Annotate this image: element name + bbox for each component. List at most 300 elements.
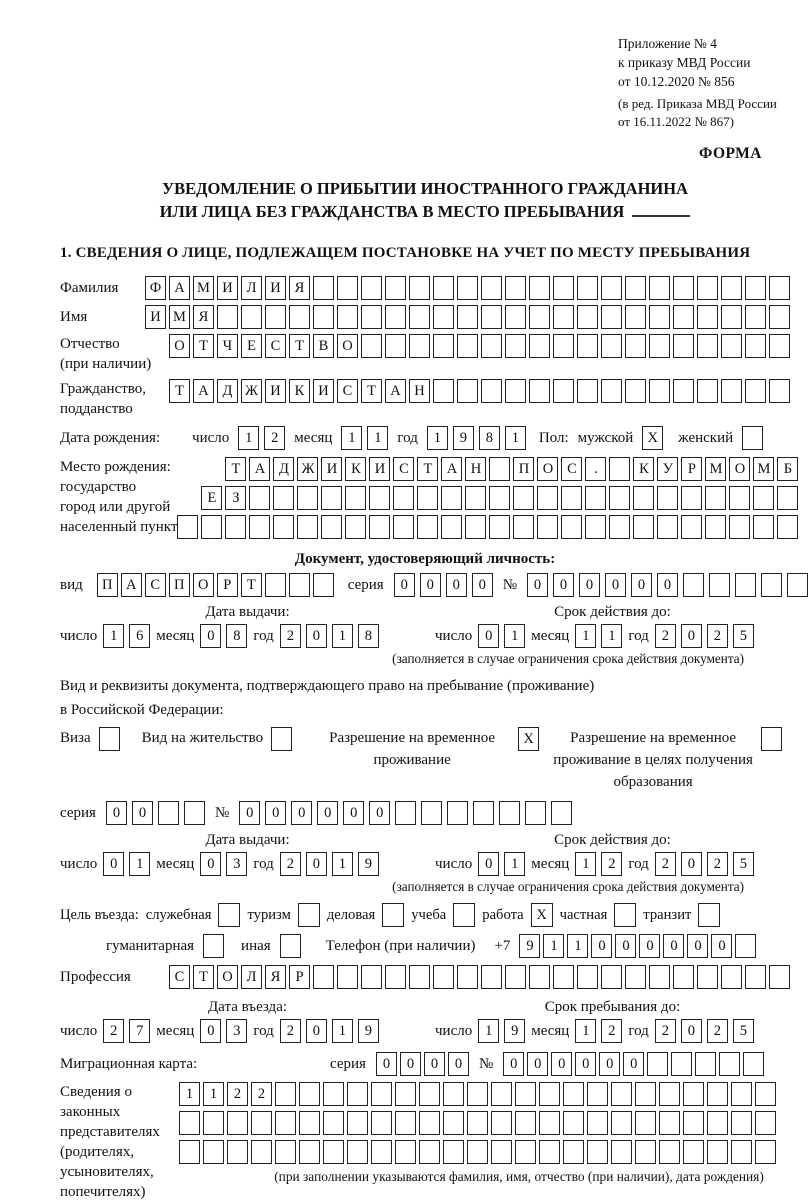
char-box[interactable] [553, 379, 574, 403]
char-box[interactable]: 0 [106, 801, 127, 825]
char-box[interactable]: 0 [599, 1052, 620, 1076]
char-box[interactable] [755, 1082, 776, 1106]
char-box[interactable] [201, 515, 222, 539]
char-box[interactable]: Ф [145, 276, 166, 300]
char-box[interactable] [489, 457, 510, 481]
char-box[interactable] [433, 334, 454, 358]
char-box[interactable] [561, 486, 582, 510]
char-box[interactable] [505, 334, 526, 358]
char-box[interactable] [625, 965, 646, 989]
char-box[interactable] [465, 515, 486, 539]
char-box[interactable] [345, 515, 366, 539]
char-box[interactable]: 2 [601, 1019, 622, 1043]
char-box[interactable]: О [217, 965, 238, 989]
char-box[interactable] [385, 965, 406, 989]
char-box[interactable] [721, 334, 742, 358]
char-box[interactable]: 2 [655, 624, 676, 648]
char-box[interactable]: М [705, 457, 726, 481]
char-box[interactable] [657, 515, 678, 539]
char-box[interactable] [491, 1111, 512, 1135]
char-box[interactable] [673, 305, 694, 329]
char-box[interactable] [481, 965, 502, 989]
char-box[interactable] [158, 801, 179, 825]
char-box[interactable] [742, 426, 763, 450]
char-box[interactable] [505, 379, 526, 403]
char-box[interactable]: Д [217, 379, 238, 403]
char-box[interactable] [249, 486, 270, 510]
char-box[interactable] [225, 515, 246, 539]
char-box[interactable] [347, 1111, 368, 1135]
char-box[interactable] [441, 515, 462, 539]
char-box[interactable]: 0 [527, 1052, 548, 1076]
char-box[interactable] [299, 1082, 320, 1106]
char-box[interactable]: М [753, 457, 774, 481]
char-box[interactable] [721, 965, 742, 989]
char-box[interactable] [433, 276, 454, 300]
char-box[interactable]: 1 [505, 426, 526, 450]
char-box[interactable] [587, 1082, 608, 1106]
char-box[interactable] [337, 276, 358, 300]
char-box[interactable] [289, 305, 310, 329]
char-box[interactable]: 0 [306, 852, 327, 876]
char-box[interactable] [371, 1140, 392, 1164]
char-box[interactable]: Т [289, 334, 310, 358]
char-box[interactable]: 1 [504, 852, 525, 876]
char-box[interactable] [347, 1140, 368, 1164]
char-box[interactable] [298, 903, 320, 927]
char-box[interactable] [203, 1111, 224, 1135]
char-box[interactable]: Т [193, 334, 214, 358]
char-box[interactable] [395, 801, 416, 825]
char-box[interactable] [553, 276, 574, 300]
char-box[interactable] [673, 965, 694, 989]
char-box[interactable] [753, 486, 774, 510]
char-box[interactable] [393, 515, 414, 539]
char-box[interactable]: И [313, 379, 334, 403]
char-box[interactable] [537, 486, 558, 510]
char-box[interactable] [673, 379, 694, 403]
char-box[interactable] [313, 573, 334, 597]
char-box[interactable]: 1 [543, 934, 564, 958]
char-box[interactable]: 2 [655, 852, 676, 876]
char-box[interactable]: 2 [601, 852, 622, 876]
char-box[interactable] [697, 965, 718, 989]
char-box[interactable] [473, 801, 494, 825]
char-box[interactable] [251, 1140, 272, 1164]
char-box[interactable]: 0 [503, 1052, 524, 1076]
char-box[interactable]: 1 [179, 1082, 200, 1106]
char-box[interactable] [647, 1052, 668, 1076]
char-box[interactable]: 0 [478, 624, 499, 648]
char-box[interactable] [671, 1052, 692, 1076]
char-box[interactable]: 2 [707, 852, 728, 876]
char-box[interactable]: У [657, 457, 678, 481]
char-box[interactable] [323, 1082, 344, 1106]
char-box[interactable]: 0 [605, 573, 626, 597]
char-box[interactable]: 0 [420, 573, 441, 597]
char-box[interactable] [297, 515, 318, 539]
char-box[interactable] [707, 1082, 728, 1106]
char-box[interactable]: В [313, 334, 334, 358]
char-box[interactable]: 0 [103, 852, 124, 876]
char-box[interactable]: 0 [265, 801, 286, 825]
char-box[interactable]: 1 [341, 426, 362, 450]
char-box[interactable]: 0 [623, 1052, 644, 1076]
char-box[interactable]: Б [777, 457, 798, 481]
char-box[interactable]: 1 [332, 852, 353, 876]
char-box[interactable] [409, 305, 430, 329]
char-box[interactable] [553, 334, 574, 358]
char-box[interactable] [371, 1111, 392, 1135]
char-box[interactable]: Л [241, 276, 262, 300]
char-box[interactable] [609, 457, 630, 481]
char-box[interactable] [745, 334, 766, 358]
char-box[interactable]: Е [241, 334, 262, 358]
char-box[interactable] [729, 486, 750, 510]
char-box[interactable]: А [193, 379, 214, 403]
char-box[interactable] [273, 515, 294, 539]
char-box[interactable] [184, 801, 205, 825]
char-box[interactable]: 0 [343, 801, 364, 825]
char-box[interactable] [683, 1082, 704, 1106]
char-box[interactable] [203, 1140, 224, 1164]
char-box[interactable] [443, 1082, 464, 1106]
char-box[interactable]: 8 [226, 624, 247, 648]
char-box[interactable]: 0 [631, 573, 652, 597]
char-box[interactable] [787, 573, 808, 597]
char-box[interactable] [539, 1082, 560, 1106]
char-box[interactable] [635, 1140, 656, 1164]
char-box[interactable] [419, 1111, 440, 1135]
char-box[interactable] [635, 1111, 656, 1135]
char-box[interactable] [659, 1140, 680, 1164]
char-box[interactable]: Я [289, 276, 310, 300]
char-box[interactable] [453, 903, 475, 927]
char-box[interactable]: И [217, 276, 238, 300]
char-box[interactable] [539, 1111, 560, 1135]
char-box[interactable] [443, 1111, 464, 1135]
char-box[interactable]: Ж [241, 379, 262, 403]
char-box[interactable] [611, 1111, 632, 1135]
char-box[interactable]: 0 [424, 1052, 445, 1076]
char-box[interactable] [769, 305, 790, 329]
char-box[interactable]: О [337, 334, 358, 358]
char-box[interactable] [361, 965, 382, 989]
char-box[interactable] [551, 801, 572, 825]
char-box[interactable] [745, 305, 766, 329]
char-box[interactable] [481, 379, 502, 403]
char-box[interactable]: 1 [129, 852, 150, 876]
char-box[interactable] [529, 305, 550, 329]
char-box[interactable]: 9 [519, 934, 540, 958]
char-box[interactable] [735, 934, 756, 958]
char-box[interactable]: 0 [369, 801, 390, 825]
char-box[interactable]: К [633, 457, 654, 481]
char-box[interactable] [275, 1140, 296, 1164]
char-box[interactable]: 1 [567, 934, 588, 958]
char-box[interactable] [505, 305, 526, 329]
char-box[interactable] [513, 486, 534, 510]
char-box[interactable]: М [193, 276, 214, 300]
char-box[interactable] [587, 1140, 608, 1164]
char-box[interactable]: 0 [591, 934, 612, 958]
char-box[interactable]: 0 [575, 1052, 596, 1076]
char-box[interactable] [611, 1082, 632, 1106]
char-box[interactable] [409, 334, 430, 358]
char-box[interactable] [313, 276, 334, 300]
char-box[interactable]: 0 [376, 1052, 397, 1076]
char-box[interactable]: 2 [103, 1019, 124, 1043]
char-box[interactable] [481, 334, 502, 358]
char-box[interactable] [601, 334, 622, 358]
char-box[interactable]: 1 [504, 624, 525, 648]
char-box[interactable]: 0 [687, 934, 708, 958]
char-box[interactable]: Р [289, 965, 310, 989]
char-box[interactable]: О [169, 334, 190, 358]
char-box[interactable] [761, 727, 782, 751]
char-box[interactable]: 2 [280, 624, 301, 648]
char-box[interactable] [609, 515, 630, 539]
char-box[interactable] [705, 515, 726, 539]
char-box[interactable]: С [561, 457, 582, 481]
char-box[interactable]: 5 [733, 852, 754, 876]
char-box[interactable]: 1 [575, 1019, 596, 1043]
char-box[interactable]: 2 [655, 1019, 676, 1043]
char-box[interactable]: Р [217, 573, 238, 597]
char-box[interactable] [441, 486, 462, 510]
char-box[interactable]: 0 [446, 573, 467, 597]
char-box[interactable] [585, 515, 606, 539]
char-box[interactable] [625, 276, 646, 300]
char-box[interactable] [345, 486, 366, 510]
char-box[interactable]: 0 [615, 934, 636, 958]
char-box[interactable] [745, 965, 766, 989]
char-box[interactable] [457, 276, 478, 300]
char-box[interactable] [433, 305, 454, 329]
char-box[interactable]: А [121, 573, 142, 597]
char-box[interactable] [777, 486, 798, 510]
char-box[interactable] [697, 334, 718, 358]
char-box[interactable]: Т [417, 457, 438, 481]
char-box[interactable] [683, 1111, 704, 1135]
char-box[interactable] [395, 1082, 416, 1106]
char-box[interactable] [227, 1140, 248, 1164]
char-box[interactable] [561, 515, 582, 539]
char-box[interactable] [697, 379, 718, 403]
char-box[interactable]: Т [241, 573, 262, 597]
char-box[interactable]: И [145, 305, 166, 329]
char-box[interactable]: А [169, 276, 190, 300]
char-box[interactable] [731, 1111, 752, 1135]
char-box[interactable] [421, 801, 442, 825]
char-box[interactable] [695, 1052, 716, 1076]
char-box[interactable]: 0 [132, 801, 153, 825]
char-box[interactable] [577, 276, 598, 300]
char-box[interactable] [265, 305, 286, 329]
char-box[interactable]: 0 [317, 801, 338, 825]
char-box[interactable] [587, 1111, 608, 1135]
char-box[interactable] [635, 1082, 656, 1106]
char-box[interactable]: 0 [448, 1052, 469, 1076]
char-box[interactable] [251, 1111, 272, 1135]
char-box[interactable] [457, 965, 478, 989]
char-box[interactable] [491, 1082, 512, 1106]
char-box[interactable]: Т [169, 379, 190, 403]
char-box[interactable]: 1 [367, 426, 388, 450]
char-box[interactable]: Д [273, 457, 294, 481]
char-box[interactable] [601, 305, 622, 329]
char-box[interactable]: 0 [711, 934, 732, 958]
char-box[interactable] [249, 515, 270, 539]
char-box[interactable]: 0 [200, 852, 221, 876]
char-box[interactable]: 0 [527, 573, 548, 597]
char-box[interactable] [731, 1082, 752, 1106]
char-box[interactable] [525, 801, 546, 825]
char-box[interactable]: И [265, 379, 286, 403]
char-box[interactable] [273, 486, 294, 510]
char-box[interactable] [683, 1140, 704, 1164]
char-box[interactable]: 0 [306, 624, 327, 648]
char-box[interactable] [419, 1140, 440, 1164]
char-box[interactable] [347, 1082, 368, 1106]
char-box[interactable]: 1 [575, 624, 596, 648]
char-box[interactable] [481, 305, 502, 329]
char-box[interactable]: 5 [733, 624, 754, 648]
char-box[interactable] [203, 934, 224, 958]
char-box[interactable]: 0 [394, 573, 415, 597]
char-box[interactable] [227, 1111, 248, 1135]
char-box[interactable] [745, 276, 766, 300]
char-box[interactable]: 0 [291, 801, 312, 825]
char-box[interactable] [321, 515, 342, 539]
char-box[interactable] [611, 1140, 632, 1164]
char-box[interactable] [417, 486, 438, 510]
char-box[interactable] [601, 276, 622, 300]
char-box[interactable] [681, 486, 702, 510]
char-box[interactable] [409, 965, 430, 989]
char-box[interactable] [697, 276, 718, 300]
char-box[interactable] [649, 965, 670, 989]
char-box[interactable] [659, 1111, 680, 1135]
char-box[interactable]: 0 [553, 573, 574, 597]
char-box[interactable] [673, 276, 694, 300]
char-box[interactable] [649, 379, 670, 403]
char-box[interactable] [505, 965, 526, 989]
char-box[interactable]: Я [265, 965, 286, 989]
char-box[interactable]: А [249, 457, 270, 481]
char-box[interactable]: 2 [707, 624, 728, 648]
char-box[interactable] [489, 515, 510, 539]
char-box[interactable] [513, 515, 534, 539]
char-box[interactable] [705, 486, 726, 510]
char-box[interactable] [241, 305, 262, 329]
char-box[interactable] [731, 1140, 752, 1164]
char-box[interactable]: С [265, 334, 286, 358]
char-box[interactable] [697, 305, 718, 329]
char-box[interactable]: Е [201, 486, 222, 510]
char-box[interactable]: 2 [280, 852, 301, 876]
char-box[interactable]: 0 [472, 573, 493, 597]
char-box[interactable] [457, 334, 478, 358]
char-box[interactable]: 6 [129, 624, 150, 648]
char-box[interactable]: 1 [103, 624, 124, 648]
char-box[interactable] [755, 1140, 776, 1164]
char-box[interactable] [385, 276, 406, 300]
char-box[interactable]: 1 [575, 852, 596, 876]
char-box[interactable] [499, 801, 520, 825]
char-box[interactable]: И [265, 276, 286, 300]
char-box[interactable]: К [345, 457, 366, 481]
char-box[interactable] [465, 486, 486, 510]
char-box[interactable]: 9 [358, 852, 379, 876]
char-box[interactable] [361, 276, 382, 300]
char-box[interactable] [361, 334, 382, 358]
char-box[interactable]: Ж [297, 457, 318, 481]
char-box[interactable]: Т [361, 379, 382, 403]
char-box[interactable]: 0 [663, 934, 684, 958]
char-box[interactable] [369, 515, 390, 539]
char-box[interactable] [313, 305, 334, 329]
char-box[interactable]: Ч [217, 334, 238, 358]
char-box[interactable]: 9 [358, 1019, 379, 1043]
char-box[interactable] [177, 515, 198, 539]
char-box[interactable] [491, 1140, 512, 1164]
char-box[interactable] [698, 903, 720, 927]
char-box[interactable] [577, 334, 598, 358]
char-box[interactable]: 2 [280, 1019, 301, 1043]
char-box[interactable] [275, 1111, 296, 1135]
char-box[interactable] [673, 334, 694, 358]
char-box[interactable] [529, 334, 550, 358]
char-box[interactable] [659, 1082, 680, 1106]
char-box[interactable] [467, 1140, 488, 1164]
char-box[interactable] [721, 379, 742, 403]
char-box[interactable] [457, 305, 478, 329]
char-box[interactable] [489, 486, 510, 510]
char-box[interactable]: И [321, 457, 342, 481]
char-box[interactable] [385, 334, 406, 358]
char-box[interactable] [683, 573, 704, 597]
char-box[interactable] [515, 1111, 536, 1135]
char-box[interactable]: П [513, 457, 534, 481]
char-box[interactable] [361, 305, 382, 329]
char-box[interactable]: 0 [579, 573, 600, 597]
char-box[interactable] [729, 515, 750, 539]
char-box[interactable]: 7 [129, 1019, 150, 1043]
char-box[interactable] [563, 1111, 584, 1135]
char-box[interactable]: С [393, 457, 414, 481]
char-box[interactable] [467, 1111, 488, 1135]
char-box[interactable] [217, 305, 238, 329]
char-box[interactable] [735, 573, 756, 597]
char-box[interactable]: X [531, 903, 553, 927]
char-box[interactable] [275, 1082, 296, 1106]
char-box[interactable] [761, 573, 782, 597]
char-box[interactable]: 2 [251, 1082, 272, 1106]
char-box[interactable] [481, 276, 502, 300]
char-box[interactable] [313, 965, 334, 989]
char-box[interactable]: 9 [453, 426, 474, 450]
char-box[interactable]: 1 [203, 1082, 224, 1106]
char-box[interactable]: 3 [226, 1019, 247, 1043]
char-box[interactable]: Я [193, 305, 214, 329]
char-box[interactable] [625, 305, 646, 329]
char-box[interactable]: 2 [227, 1082, 248, 1106]
char-box[interactable]: Н [409, 379, 430, 403]
char-box[interactable]: С [145, 573, 166, 597]
char-box[interactable] [515, 1140, 536, 1164]
char-box[interactable]: М [169, 305, 190, 329]
